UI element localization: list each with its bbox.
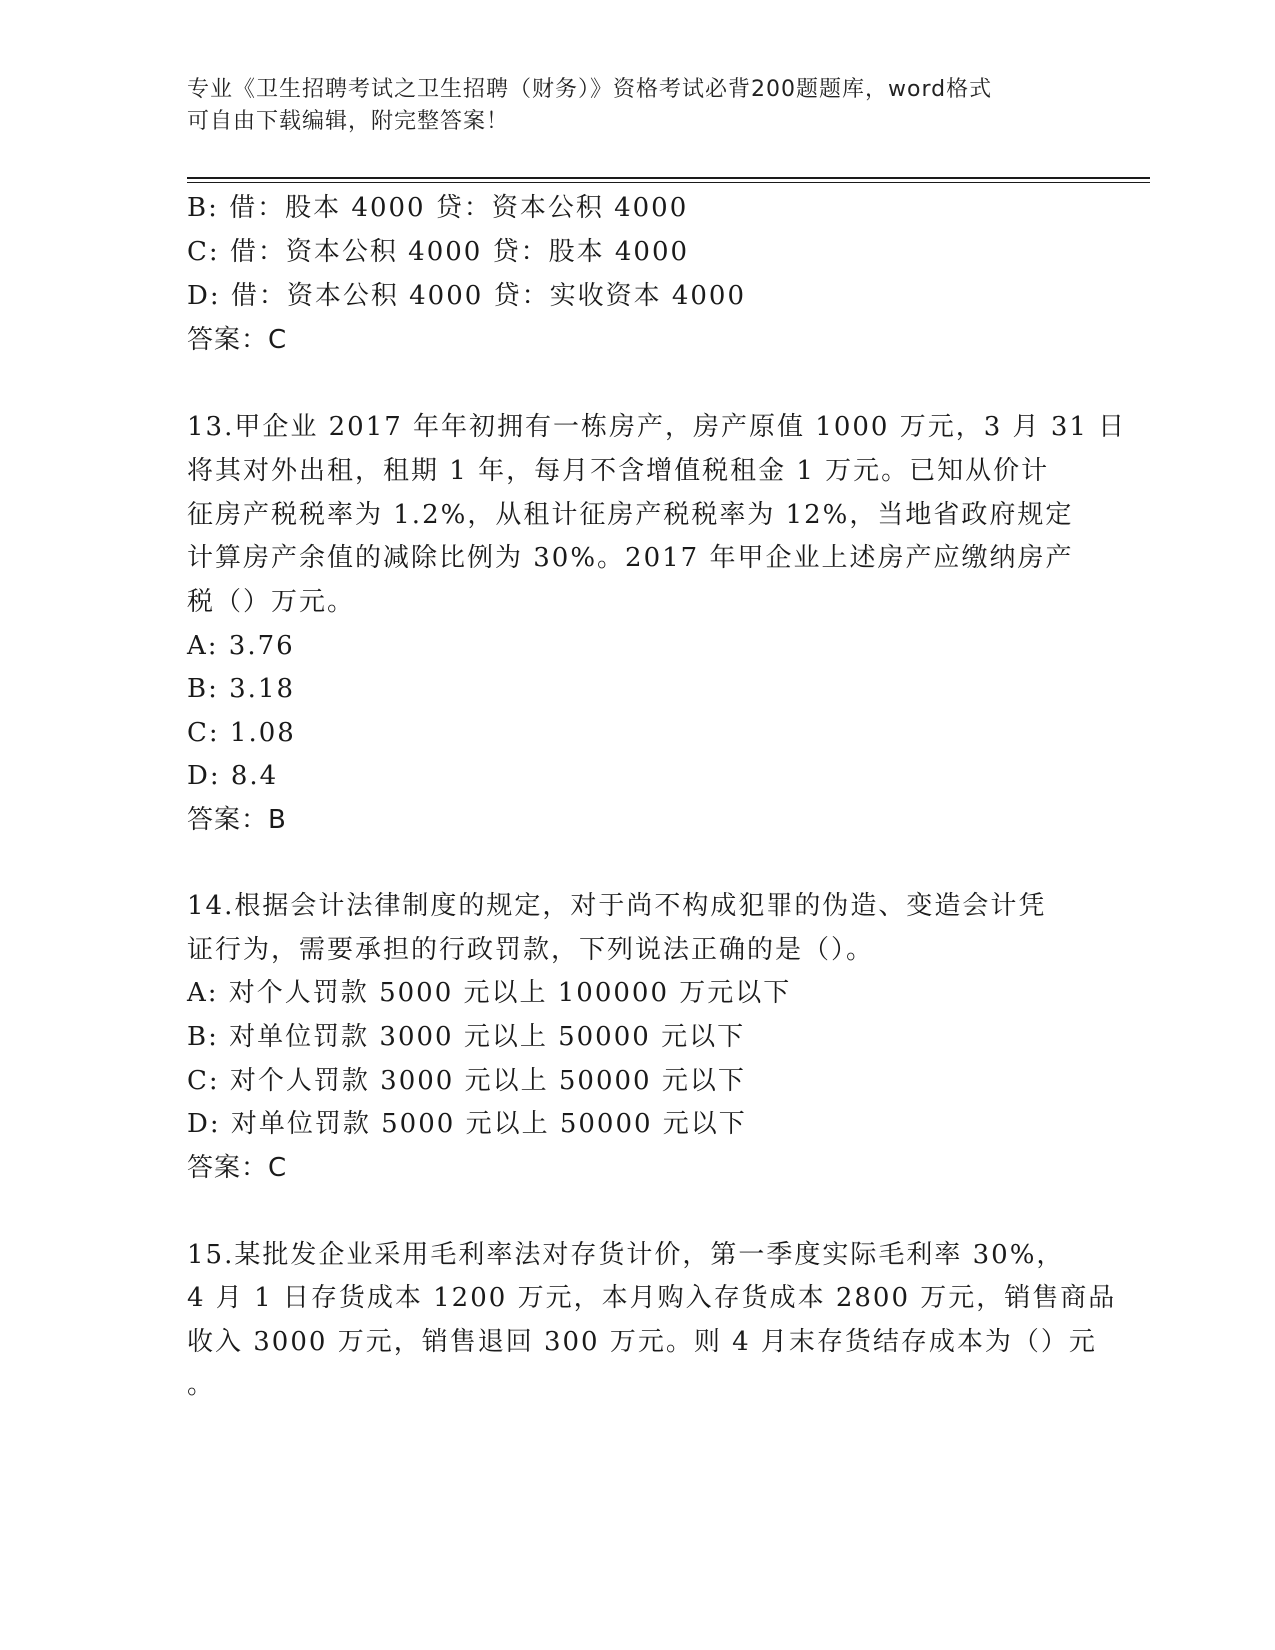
q12-answer: 答案：C [187,325,288,355]
q13-option-d: D: 8.4 [187,761,279,791]
q15-stem-line-1: 15.某批发企业采用毛利率法对存货计价，第一季度实际毛利率 30%， [187,1240,1065,1270]
document-header [187,74,1067,138]
q14-option-b: B: 对单位罚款 3000 元以上 50000 元以下 [187,1022,746,1052]
q14-stem-line-2: 证行为，需要承担的行政罚款，下列说法正确的是（）。 [187,935,875,965]
q13-stem-line-3: 征房产税税率为 1.2%，从租计征房产税税率为 12%，当地省政府规定 [187,500,1074,530]
q14-option-d: D: 对单位罚款 5000 元以上 50000 元以下 [187,1109,747,1139]
q13-option-a: A: 3.76 [187,631,295,661]
q13-option-c: C: 1.08 [187,718,296,748]
q14-answer: 答案：C [187,1153,288,1183]
q13-stem-line-2: 将其对外出租，租期 1 年，每月不含增值税租金 1 万元。已知从价计 [187,456,1050,486]
header-divider-thick [187,177,1150,179]
q15-stem-line-3: 收入 3000 万元，销售退回 300 万元。则 4 月末存货结存成本为（）元 [187,1327,1097,1357]
q12-option-c: C: 借：资本公积 4000 贷：股本 4000 [187,237,690,267]
q13-stem-line-5: 税（）万元。 [187,587,356,617]
q14-option-a: A: 对个人罚款 5000 元以上 100000 万元以下 [187,978,792,1008]
header-divider-thin [187,182,1150,183]
q13-stem-line-4: 计算房产余值的减除比例为 30%。2017 年甲企业上述房产应缴纳房产 [187,543,1074,573]
header-title-line-1: 专业《卫生招聘考试之卫生招聘（财务）》资格考试必背200题题库，word格式 [187,77,993,102]
q15-stem-line-4: 。 [187,1370,216,1400]
q15-stem-line-2: 4 月 1 日存货成本 1200 万元，本月购入存货成本 2800 万元，销售商品 [187,1283,1117,1313]
q12-option-d: D: 借：资本公积 4000 贷：实收资本 4000 [187,281,747,311]
q12-option-b: B: 借：股本 4000 贷：资本公积 4000 [187,193,689,223]
q13-option-b: B: 3.18 [187,674,296,704]
q13-answer: 答案：B [187,805,287,835]
q14-option-c: C: 对个人罚款 3000 元以上 50000 元以下 [187,1066,746,1096]
q13-stem-line-1: 13.甲企业 2017 年年初拥有一栋房产，房产原值 1000 万元，3 月 31 日 [187,412,1127,442]
header-title-line-2: 可自由下载编辑，附完整答案！ [187,109,510,134]
q14-stem-line-1: 14.根据会计法律制度的规定，对于尚不构成犯罪的伪造、变造会计凭 [187,891,1047,921]
